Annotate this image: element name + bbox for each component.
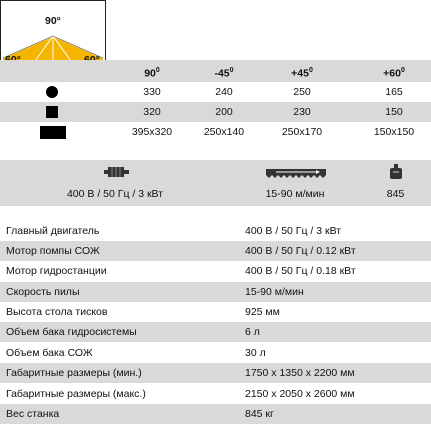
- cap-value: 330: [143, 86, 161, 98]
- spec-label: Высота стола тисков: [6, 306, 108, 318]
- summary-bar: [0, 160, 431, 206]
- cap-value: 200: [215, 106, 233, 118]
- capacity-row-round: [106, 82, 431, 102]
- summary-weight: [360, 160, 431, 206]
- spec-value: 1750 x 1350 x 2200 мм: [245, 367, 355, 379]
- spec-label: Габаритные размеры (макс.): [6, 388, 146, 400]
- angle-label-90: 90°: [45, 15, 61, 27]
- col-header-plus45: $+45^0$: [291, 67, 313, 80]
- spec-row: [0, 221, 431, 241]
- capacity-row-rectangle: [106, 122, 431, 142]
- spec-value: 2150 x 2050 x 2600 мм: [245, 388, 355, 400]
- motor-spec: 400 В / 50 Гц / 3 кВт: [66, 188, 164, 200]
- spec-value: 400 В / 50 Гц / 0.12 кВт: [245, 245, 356, 257]
- spec-label: Скорость пилы: [6, 286, 80, 298]
- spec-label: Объем бака гидросистемы: [6, 326, 137, 338]
- spec-label: Габаритные размеры (мин.): [6, 367, 142, 379]
- spec-row: [0, 322, 431, 342]
- round-icon: [46, 86, 58, 98]
- cap-value: 250x170: [281, 126, 323, 138]
- spec-row: [0, 363, 431, 383]
- cap-value: 150: [385, 106, 403, 118]
- col-header-plus60: $+60^0$: [383, 67, 405, 80]
- spec-value: 400 В / 50 Гц / 3 кВт: [245, 225, 342, 237]
- motor-icon: [104, 164, 130, 180]
- spec-value: 30 л: [245, 347, 266, 359]
- spec-label: Мотор гидростанции: [6, 265, 107, 277]
- spec-row: [0, 384, 431, 404]
- spec-row: [0, 302, 431, 322]
- spec-row: [0, 282, 431, 302]
- spec-value: 15-90 м/мин: [245, 286, 304, 298]
- spec-value: 400 В / 50 Гц / 0.18 кВт: [245, 265, 356, 277]
- header-blank: [0, 60, 106, 82]
- square-icon: [46, 106, 58, 118]
- col-header-minus45: $-45^0$: [214, 67, 234, 80]
- weight-icon: [389, 164, 403, 180]
- spec-row: [0, 343, 431, 363]
- spec-value: 845 кг: [245, 408, 274, 420]
- cap-value: 250: [293, 86, 311, 98]
- cap-value: 150x150: [373, 126, 415, 138]
- spec-label: Мотор помпы СОЖ: [6, 245, 100, 257]
- spec-row: [0, 404, 431, 424]
- cap-value: 230: [293, 106, 311, 118]
- spec-label: Главный двигатель: [6, 225, 100, 237]
- weight-value: 845: [386, 188, 405, 200]
- cap-value: 165: [385, 86, 403, 98]
- summary-blade: [230, 160, 360, 206]
- capacity-header: [106, 60, 431, 82]
- spec-value: 925 мм: [245, 306, 280, 318]
- capacity-row-square: [106, 102, 431, 122]
- square-bar-shape-cell: [0, 102, 106, 122]
- cap-value: 320: [143, 106, 161, 118]
- saw-blade-icon: [266, 165, 326, 179]
- rectangle-bar-shape-cell: [0, 122, 106, 142]
- spec-row: [0, 261, 431, 281]
- cap-value: 240: [215, 86, 233, 98]
- spec-row: [0, 241, 431, 261]
- spec-value: 6 л: [245, 326, 260, 338]
- spec-label: Вес станка: [6, 408, 60, 420]
- cap-value: 395x320: [131, 126, 173, 138]
- cap-value: 250x140: [203, 126, 245, 138]
- summary-motor: [0, 160, 230, 206]
- col-header-90: $90^0$: [144, 67, 160, 80]
- rectangle-icon: [40, 126, 66, 139]
- spec-label: Объем бака СОЖ: [6, 347, 93, 359]
- round-bar-shape-cell: [0, 82, 106, 102]
- blade-speed: 15-90 м/мин: [265, 188, 325, 200]
